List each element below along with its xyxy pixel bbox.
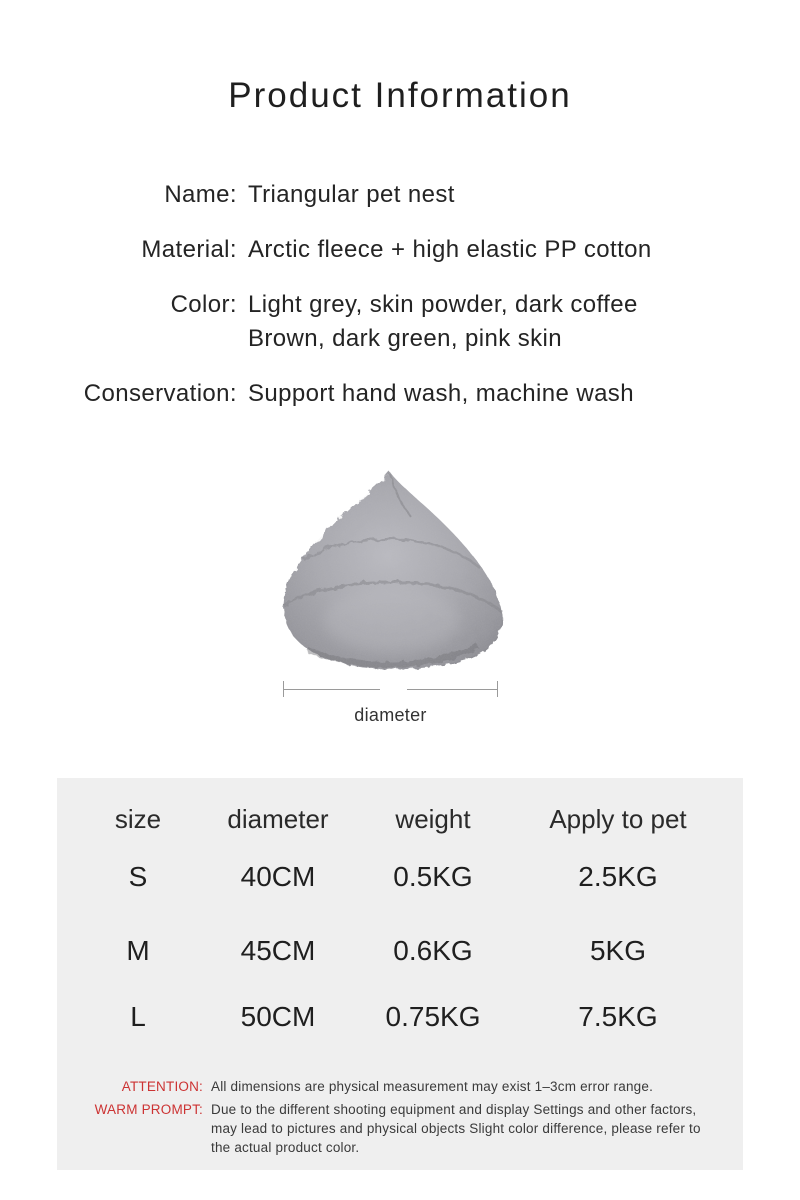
spec-value-material: Arctic fleece + high elastic PP cotton [248,236,652,263]
size-table-row-m [57,934,713,968]
spec-row-name [0,178,800,212]
cell-apply-to-pet: 5KG [589,935,647,966]
diameter-measure-line [283,681,498,697]
col-header-diameter: diameter [227,804,329,834]
cell-weight: 0.6KG [393,935,473,966]
spec-label-color: Color: [170,291,237,318]
measure-segment-right [407,689,497,690]
cell-apply-to-pet: 2.5KG [578,861,658,892]
spec-value-color-line2: Brown, dark green, pink skin [248,325,563,352]
pet-nest-illustration [274,468,510,670]
spec-label-name: Name: [164,181,237,208]
attention-text: All dimensions are physical measurement may exist 1–3cm error range. [211,1079,654,1094]
spec-row-color [0,288,800,356]
attention-note [57,1077,716,1096]
cell-diameter: 40CM [240,861,316,892]
spec-label-conservation: Conservation: [83,380,237,407]
spec-value-conservation: Support hand wash, machine wash [248,380,634,407]
cell-weight: 0.5KG [393,861,473,892]
col-header-apply-to-pet: Apply to pet [549,804,687,834]
size-table-row-s [57,860,713,894]
warm-prompt-label: WARM PROMPT: [94,1102,203,1117]
spec-value-name: Triangular pet nest [248,181,455,208]
size-chart-panel [57,778,743,1170]
product-photo-pet-nest [274,468,510,670]
spec-value-color [248,288,638,356]
col-header-size: size [114,804,162,834]
cell-size: S [128,861,148,892]
diameter-label: diameter [354,705,427,725]
warm-prompt-note [57,1100,716,1157]
spec-value-color-line1: Light grey, skin powder, dark coffee [248,291,638,318]
cell-diameter: 45CM [240,935,316,966]
size-table-header [57,802,713,836]
warm-prompt-text: Due to the different shooting equipment and display Settings and other factors, may lead to pictures and physical objects Slight color difference, please refer to the actual product color. [211,1102,701,1155]
cell-diameter: 50CM [240,1001,316,1032]
cell-weight: 0.75KG [385,1001,481,1032]
cell-size: L [130,1001,146,1032]
attention-label: ATTENTION: [121,1079,203,1094]
page-title: Product Information [228,76,572,115]
spec-row-material [0,233,800,267]
cell-size: M [126,935,150,966]
spec-row-conservation [0,377,800,411]
measure-segment-left [284,689,380,690]
spec-list [0,178,800,432]
size-table-row-l [57,1000,713,1034]
spec-label-material: Material: [141,236,237,263]
col-header-weight: weight [395,804,471,834]
measure-tick-right [497,681,498,697]
cell-apply-to-pet: 7.5KG [578,1001,658,1032]
